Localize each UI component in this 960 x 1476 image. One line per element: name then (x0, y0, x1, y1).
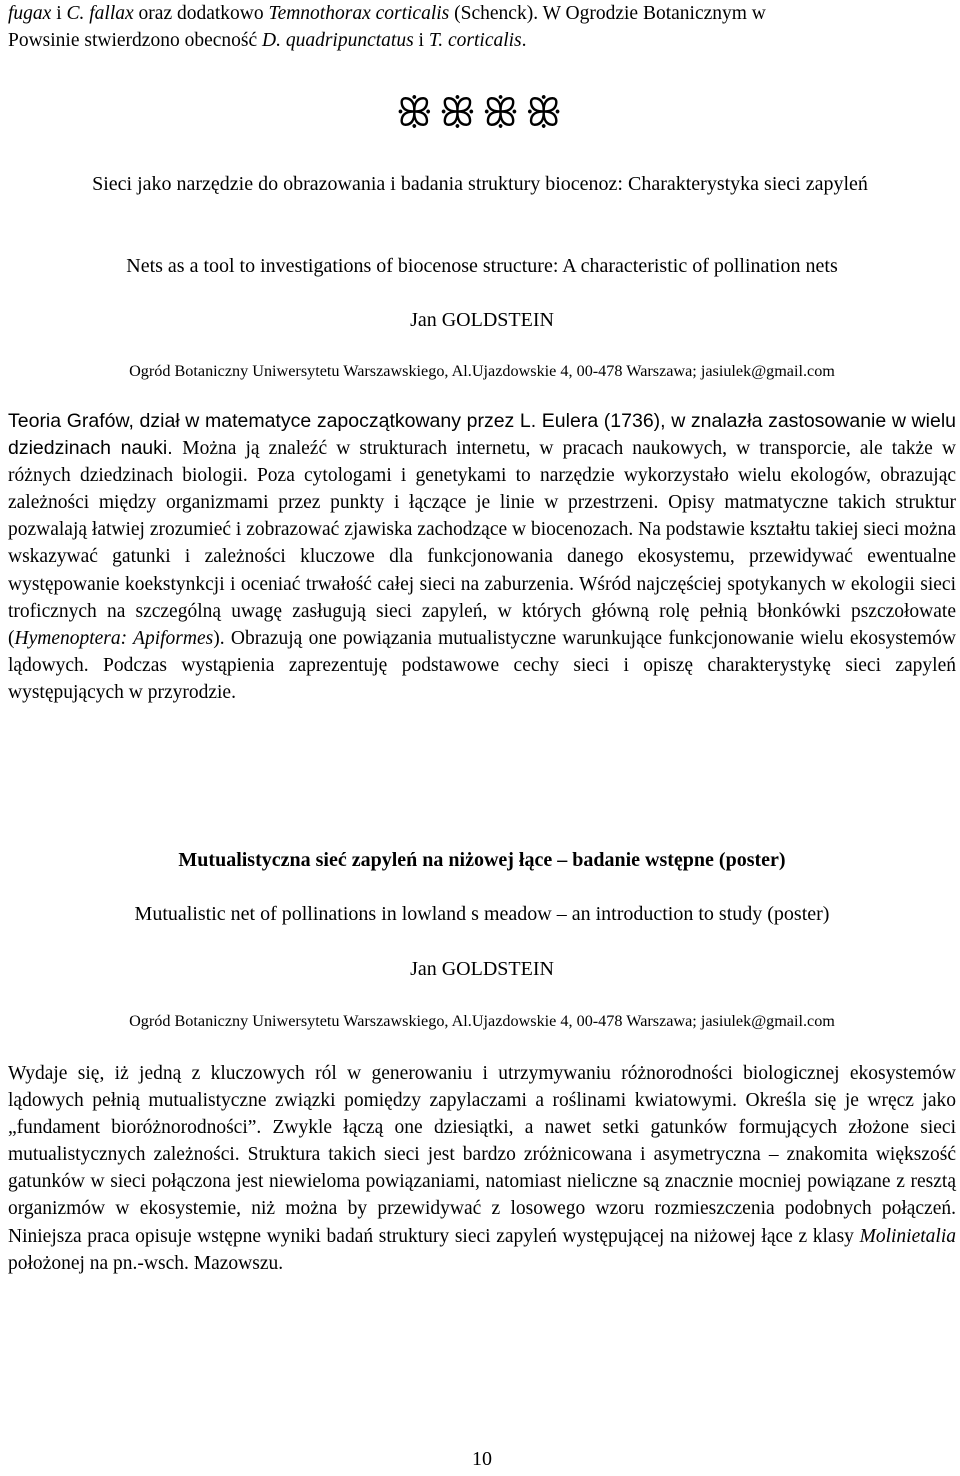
species-name: D. quadripunctatus (262, 30, 414, 52)
abstract-text: Teoria Grafów, dział w matematyce zapoczątkowany przez L. Eulera (1736), w znalazła zastosowanie w wielu dziedzinach nauki. (8, 410, 956, 460)
species-name: C. fallax (66, 3, 134, 24)
species-name: T. corticalis (428, 30, 522, 52)
taxon-name: Hymenoptera: Apiformes (14, 627, 214, 649)
species-name: Temnothorax corticalis (268, 3, 450, 24)
species-name: fugax (8, 3, 52, 24)
text-run: Powsinie stwierdzono obecność (8, 30, 262, 52)
article2-title-en: Mutualistic net of pollinations in lowland s meadow – an introduction to study (poster) (134, 903, 830, 925)
page-number: 10 (472, 1448, 492, 1470)
text-run: i (51, 3, 67, 24)
text-run: (Schenck). W Ogrodzie Botanicznym w (449, 3, 766, 24)
text-run: . (521, 30, 527, 52)
text-run: oraz dodatkowo (133, 3, 269, 24)
article1-author: Jan GOLDSTEIN (410, 309, 554, 331)
article1-title-pl: Sieci jako narzędzie do obrazowania i badania struktury biocenoz: Charakterystyka sieci zapyleń (92, 173, 868, 195)
article1-abstract (8, 408, 956, 706)
article1-affiliation: Ogród Botaniczny Uniwersytetu Warszawskiego, Al.Ujazdowskie 4, 00-478 Warszawa; jasiulek@gmail.com (129, 362, 835, 380)
abstract-text: Wydaje się, iż jedną z kluczowych ról w generowaniu i utrzymywaniu różnorodności biologicznej ekosystemów lądowych pełnią mutualistyczne związki pomiędzy zapylaczami a roślinami kwiatowymi. Określa się je wręcz jako „fundament bioróżnorodności”. Zwykle łączą one dziesiątki, a nawet setki gatunków formujących złożone sieci mutualistycznych zależności. Struktura takich sieci jest bardzo zróżnicowana i asymetryczna – znakomita większość gatunków w sieci połączona jest niewieloma powiązaniami, natomiast nieliczne są znacznie mocniej powiązane z resztą organizmów w ekosystemie, niż można by przewidywać z losowego wzoru rozmieszczenia podobnych połączeń. Niniejsza praca opisuje wstępne wyniki badań struktury sieci zapyleń występującej na niżowej łące z klasy (8, 1063, 956, 1247)
article2-author: Jan GOLDSTEIN (410, 958, 554, 980)
abstract-text: położonej na pn.-wsch. Mazowszu. (8, 1252, 284, 1274)
title-text: Mutualistyczna sieć zapyleń na niżowej łące – badanie wstępne (poster) (178, 849, 786, 871)
continuation-text (8, 0, 956, 54)
text-run: i (413, 30, 429, 52)
ornament-glyphs: ꕥꕥꕥꕥ (395, 90, 569, 136)
section-divider-ornament (8, 90, 956, 136)
taxon-name: Molinietalia (859, 1225, 956, 1247)
abstract-text: Można ją znaleźć w strukturach internetu, w pracach naukowych, w transporcie, ale także w różnych dziedzinach biologii. Poza cytologami i genetykami to narzędzie wykorzystało wielu ekologów, obrazując zależności między organizmami przez punkty i łączące je linie w przestrzeni. Opisy matmatyczne takich struktur pozwalają łatwiej zrozumieć i zobrazować zjawiska zachodzące w biocenozach. Na podstawie kształtu takiej sieci można wskazywać gatunki i zależności kluczowe dla funkcjonowania danego ekosystemu, przewidywać ewentualne występowanie koekstynkcji i oceniać trwałość całej sieci na zaburzenia. Wśród najczęściej spotykanych w ekologii sieci troficznych na szczególną uwagę zasługują sieci zapyleń, w których główną rolę pełnią błonkówki pszczołowate ( (8, 438, 957, 649)
abstract-text: ). Obrazują one powiązania mutualistyczne warunkujące funkcjonowanie wielu ekosystemów lądowych. Podczas wystąpienia zaprezentuję podstawowe cechy sieci i opiszę charakterystykę sieci zapyleń występujących w przyrodzie. (8, 627, 956, 703)
article2-affiliation: Ogród Botaniczny Uniwersytetu Warszawskiego, Al.Ujazdowskie 4, 00-478 Warszawa; jasiulek@gmail.com (129, 1012, 835, 1030)
article2-abstract (8, 1060, 956, 1277)
article2-title-pl (8, 846, 956, 874)
article1-title-en: Nets as a tool to investigations of biocenose structure: A characteristic of pollination nets (126, 255, 838, 277)
